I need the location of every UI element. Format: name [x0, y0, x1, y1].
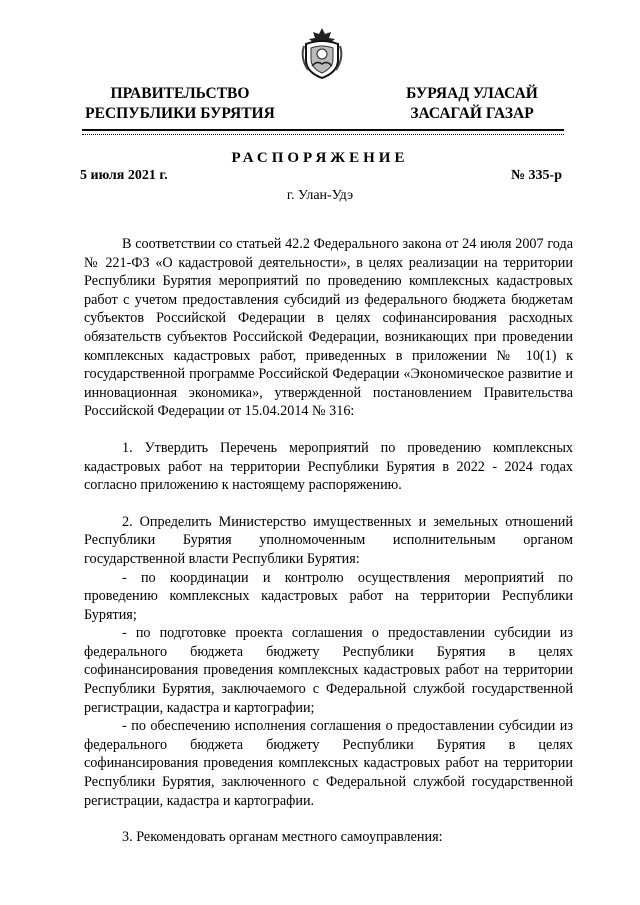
clause-2-item-coordination: - по координации и контролю осуществления мероприятий по проведению комплексных кадастровых работ на территории Республики Бурятия;	[84, 569, 573, 623]
header-left-line2: РЕСПУБЛИКИ БУРЯТИЯ	[85, 105, 275, 122]
header-right-line1: БУРЯАД УЛАСАЙ	[406, 85, 538, 102]
preamble-paragraph: В соответствии со статьей 42.2 Федерального закона от 24 июля 2007 года № 221-ФЗ «О кадастровой деятельности», в целях реализации на территории Республики Бурятия мероприятий по проведению комплексных кадастровых работ с учетом предоставления субсидий из федерального бюджета бюджетам субъектов Российской Федерации в целях софинансирования расходных обязательств субъектов Российской Федерации, возникающих при проведении комплексных кадастровых работ, приведенных в приложении № 10(1) к государственной программе Российской Федерации «Экономическое развитие и инновационная экономика», утвержденной постановлением Правительства Российской Федерации от 15.04.2014 № 316:	[84, 236, 573, 420]
clause-2-item-agreement-execution: - по обеспечению исполнения соглашения о предоставлении субсидии из федерального бюджета бюджету Республики Бурятия в целях софинансирования проведения комплексных кадастровых работ на территории Республики Бурятия, заключенного с Федеральной службой государственной регистрации, кадастра и картографии.	[84, 718, 573, 809]
clause-3: 3. Рекомендовать органам местного самоуправления:	[122, 829, 443, 846]
government-name-buryat	[392, 84, 552, 124]
header-left-line1: ПРАВИТЕЛЬСТВО	[110, 85, 250, 102]
coat-of-arms-icon	[298, 22, 346, 80]
government-name-russian	[80, 84, 280, 124]
document-city: г. Улан-Удэ	[286, 188, 354, 203]
clause-2: 2. Определить Министерство имущественных и земельных отношений Республики Бурятия уполномоченным исполнительным органом государственной власти Республики Бурятия:	[84, 513, 573, 567]
header-divider-dotted	[82, 134, 564, 135]
header-divider-solid	[82, 129, 564, 131]
header-right-line2: ЗАСАГАЙ ГАЗАР	[410, 105, 534, 122]
clause-1: 1. Утвердить Перечень мероприятий по проведению комплексных кадастровых работ на территории Республики Бурятия в 2022 - 2024 годах согласно приложению к настоящему распоряжению.	[84, 439, 573, 494]
document-date: 5 июля 2021 г.	[80, 168, 168, 183]
document-number: № 335-р	[510, 168, 562, 183]
document-type-title: РАСПОРЯЖЕНИЕ	[231, 150, 409, 166]
document-body	[84, 235, 573, 847]
clause-2-item-agreement-draft: - по подготовке проекта соглашения о предоставлении субсидии из федерального бюджета бюджету Республики Бурятия в целях софинансирования проведения комплексных кадастровых работ на территории Республики Бурятия, заключаемого с Федеральной службой государственной регистрации, кадастра и картографии;	[84, 625, 573, 716]
